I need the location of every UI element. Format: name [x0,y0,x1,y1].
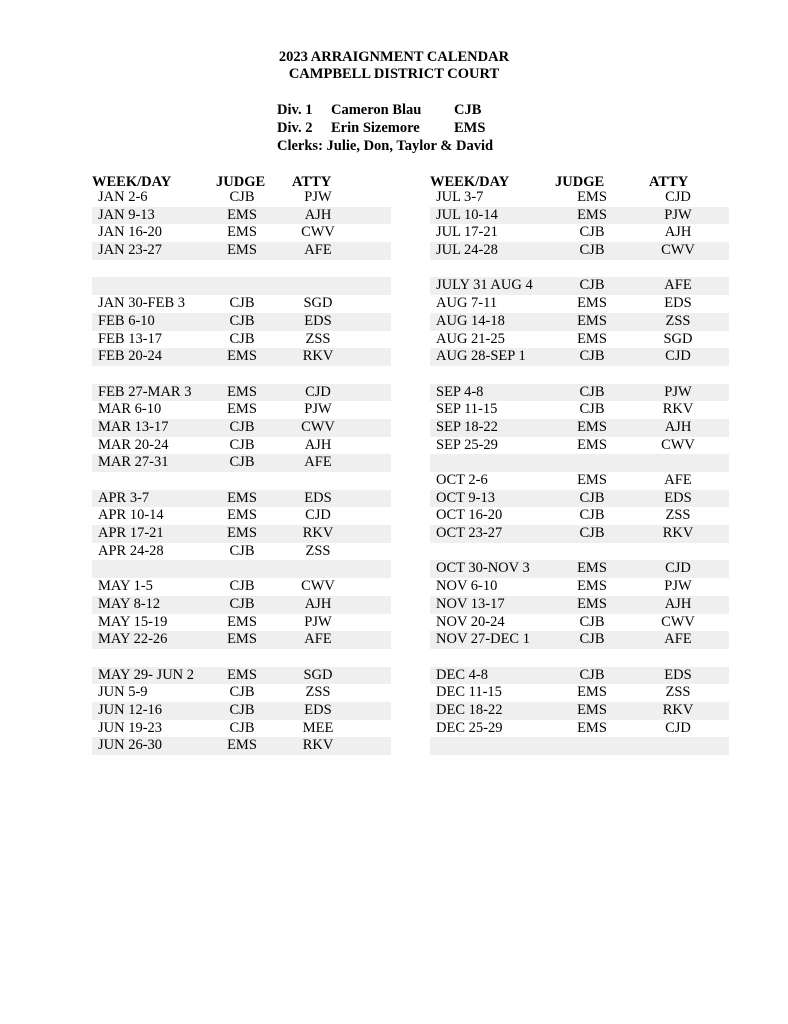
atty-cell: RKV [662,401,694,418]
judge-cell: EMS [577,418,607,435]
atty-cell: AFE [664,631,692,648]
judge-cell: EMS [227,507,257,524]
table-row [430,737,729,755]
table-row [430,348,729,366]
atty-cell: SGD [663,330,693,347]
week-cell: JUN 12-16 [98,701,163,718]
table-row [92,702,391,720]
judge-cell: EMS [577,701,607,718]
judge-cell: CJB [229,719,255,736]
week-cell: SEP 18-22 [436,418,498,435]
week-cell: FEB 6-10 [98,312,155,329]
table-row [92,419,391,437]
atty-cell: PJW [664,206,692,223]
judge-cell: EMS [227,489,257,506]
week-cell: JUL 17-21 [436,224,498,241]
table-row [92,649,391,667]
atty-cell: EDS [304,312,332,329]
table-row [430,242,729,260]
table-row [92,348,391,366]
judge-cell: CJB [229,542,255,559]
division-row [277,101,493,119]
judge-cell: EMS [227,348,257,365]
judge-cell: CJB [579,631,605,648]
table-row [430,631,729,649]
week-cell: MAY 1-5 [98,578,153,595]
atty-cell: AFE [304,631,332,648]
table-row [92,667,391,685]
week-cell: JUL 10-14 [436,206,498,223]
judge-cell: CJB [229,436,255,453]
judge-cell: CJB [579,401,605,418]
atty-cell: AJH [664,595,692,612]
atty-cell: CJD [665,719,691,736]
table-row [430,224,729,242]
week-cell: SEP 25-29 [436,436,498,453]
atty-cell: RKV [662,701,694,718]
table-row [92,277,391,295]
week-cell: SEP 4-8 [436,383,484,400]
week-cell: MAY 22-26 [98,631,168,648]
judge-cell: CJB [229,295,255,312]
week-cell: MAR 27-31 [98,454,169,471]
week-column-header: WEEK/DAY [92,174,172,190]
atty-column-header: ATTY [649,174,689,190]
week-cell: APR 10-14 [98,507,164,524]
judge-cell: EMS [227,206,257,223]
atty-cell: PJW [304,189,332,205]
table-row [92,437,391,455]
table-row [92,454,391,472]
table-row [92,366,391,384]
week-cell: AUG 28-SEP 1 [436,348,526,365]
judge-cell: EMS [227,666,257,683]
atty-cell: RKV [302,737,334,754]
division-judge-code: EMS [454,120,486,136]
atty-cell: RKV [302,348,334,365]
judge-cell: CJB [229,312,255,329]
atty-cell: EDS [664,666,692,683]
week-cell: JAN 9-13 [98,206,155,223]
division-number: Div. 2 [277,120,313,136]
week-cell: JUN 5-9 [98,684,148,701]
judge-cell: EMS [577,330,607,347]
atty-cell: RKV [302,525,334,542]
table-row [92,631,391,649]
judge-cell: CJB [229,418,255,435]
judge-cell: CJB [229,454,255,471]
judge-cell: EMS [227,613,257,630]
clerks-text: Clerks: Julie, Don, Taylor & David [277,138,494,154]
week-cell: DEC 4-8 [436,666,488,683]
week-cell: MAR 13-17 [98,418,169,435]
judge-cell: EMS [227,401,257,418]
table-row [92,525,391,543]
table-row [430,207,729,225]
atty-cell: EDS [664,489,692,506]
document-header [0,49,788,83]
week-cell: FEB 27-MAR 3 [98,383,192,400]
table-row [430,295,729,313]
week-cell: SEP 11-15 [436,401,498,418]
week-cell: JAN 23-27 [98,242,163,259]
atty-cell: PJW [664,383,692,400]
atty-cell: SGD [303,666,333,683]
table-row [92,596,391,614]
judge-cell: EMS [577,189,607,205]
judge-cell: CJB [579,242,605,259]
week-cell: FEB 13-17 [98,330,163,347]
week-cell: AUG 14-18 [436,312,505,329]
atty-cell: PJW [304,401,332,418]
table-row [430,331,729,349]
atty-cell: CJD [665,189,691,205]
atty-cell: CJD [665,560,691,577]
table-row [92,560,391,578]
week-cell: JAN 16-20 [98,224,163,241]
table-row [92,507,391,525]
judge-cell: CJB [229,684,255,701]
atty-cell: AFE [304,454,332,471]
table-row [430,384,729,402]
atty-column-header: ATTY [292,174,332,190]
table-row [430,419,729,437]
table-row [92,614,391,632]
table-row [430,277,729,295]
week-cell: JAN 2-6 [98,189,148,205]
atty-cell: AFE [664,277,692,294]
judge-cell: EMS [227,224,257,241]
week-cell: JAN 30-FEB 3 [98,295,186,312]
atty-cell: EDS [664,295,692,312]
table-row [430,702,729,720]
judge-cell: EMS [227,525,257,542]
atty-cell: CWV [661,613,695,630]
week-cell: JUL 3-7 [436,189,484,205]
atty-cell: AJH [304,595,332,612]
judge-cell: CJB [229,595,255,612]
table-row [92,295,391,313]
judge-cell: EMS [227,631,257,648]
judge-cell: EMS [577,684,607,701]
table-row [430,560,729,578]
week-cell: OCT 16-20 [436,507,503,524]
judge-cell: EMS [577,206,607,223]
table-row [430,507,729,525]
week-cell: NOV 13-17 [436,595,505,612]
atty-cell: ZSS [305,684,331,701]
atty-cell: CWV [301,578,335,595]
table-row [430,313,729,331]
table-row [430,260,729,278]
week-cell: NOV 27-DEC 1 [436,631,530,648]
judge-cell: CJB [579,525,605,542]
week-cell: MAR 20-24 [98,436,169,453]
division-judge-name: Cameron Blau [331,102,422,118]
atty-cell: EDS [304,489,332,506]
table-row [92,207,391,225]
table-row [92,684,391,702]
document-title: 2023 ARRAIGNMENT CALENDAR [278,49,510,65]
week-cell: APR 17-21 [98,525,164,542]
judge-cell: EMS [577,295,607,312]
table-row [92,313,391,331]
table-row [430,189,729,207]
week-cell: APR 3-7 [98,489,150,506]
table-row [430,596,729,614]
table-row [430,454,729,472]
judge-cell: CJB [579,666,605,683]
atty-cell: AFE [664,472,692,488]
week-cell: DEC 11-15 [436,684,502,701]
judge-cell: EMS [577,595,607,612]
division-list [277,101,493,155]
table-row [92,401,391,419]
week-cell: OCT 2-6 [436,472,488,488]
table-row [92,331,391,349]
judge-cell: EMS [577,578,607,595]
table-row [430,437,729,455]
document-subtitle: CAMPBELL DISTRICT COURT [288,66,500,82]
judge-cell: CJB [229,701,255,718]
week-cell: OCT 30-NOV 3 [436,560,530,577]
atty-cell: ZSS [305,542,331,559]
week-cell: OCT 23-27 [436,525,503,542]
week-cell: DEC 25-29 [436,719,503,736]
division-row [277,119,493,137]
atty-cell: MEE [302,719,334,736]
atty-cell: SGD [303,295,333,312]
judge-cell: CJB [229,578,255,595]
table-row [430,649,729,667]
atty-cell: AJH [664,418,692,435]
table-row [430,578,729,596]
table-row [430,684,729,702]
table-row [92,720,391,738]
judge-column-header: JUDGE [555,174,605,190]
table-row [92,490,391,508]
atty-cell: AJH [664,224,692,241]
week-cell: JULY 31 AUG 4 [436,277,533,294]
judge-column-header: JUDGE [216,174,266,190]
table-row [92,242,391,260]
judge-cell: CJB [579,277,605,294]
atty-cell: EDS [304,701,332,718]
atty-cell: PJW [664,578,692,595]
judge-cell: CJB [579,489,605,506]
table-row [430,667,729,685]
division-number: Div. 1 [277,102,313,118]
judge-cell: CJB [229,330,255,347]
judge-cell: EMS [227,242,257,259]
judge-cell: CJB [579,224,605,241]
table-row [92,543,391,561]
division-judge-name: Erin Sizemore [331,120,420,136]
judge-cell: CJB [579,613,605,630]
week-cell: MAY 8-12 [98,595,161,612]
week-cell: JUN 26-30 [98,737,163,754]
week-cell: JUN 19-23 [98,719,163,736]
week-cell: MAR 6-10 [98,401,162,418]
judge-cell: CJB [579,348,605,365]
judge-cell: CJB [229,189,255,205]
judge-cell: CJB [579,507,605,524]
schedule-table-left [92,189,391,755]
table-row [92,260,391,278]
week-cell: NOV 20-24 [436,613,505,630]
atty-cell: ZSS [665,684,691,701]
table-row [430,720,729,738]
judge-cell: EMS [577,560,607,577]
atty-cell: RKV [662,525,694,542]
schedule-table-right [430,189,729,755]
judge-cell: EMS [227,383,257,400]
table-row [430,543,729,561]
week-cell: OCT 9-13 [436,489,495,506]
judge-cell: EMS [577,719,607,736]
atty-cell: CJD [665,348,691,365]
table-row [92,224,391,242]
week-cell: NOV 6-10 [436,578,498,595]
atty-cell: CWV [661,242,695,259]
atty-cell: ZSS [305,330,331,347]
table-row [92,189,391,207]
atty-cell: CJD [305,383,331,400]
week-cell: AUG 21-25 [436,330,505,347]
table-row [92,472,391,490]
table-row [430,401,729,419]
table-row [430,614,729,632]
table-row [430,525,729,543]
week-cell: MAY 15-19 [98,613,168,630]
atty-cell: AJH [304,206,332,223]
table-row [430,366,729,384]
week-cell: MAY 29- JUN 2 [98,666,195,683]
judge-cell: EMS [577,312,607,329]
division-judge-code: CJB [454,102,482,118]
week-column-header: WEEK/DAY [430,174,510,190]
atty-cell: AFE [304,242,332,259]
atty-cell: AJH [304,436,332,453]
judge-cell: EMS [227,737,257,754]
week-cell: APR 24-28 [98,542,164,559]
table-row [430,490,729,508]
atty-cell: PJW [304,613,332,630]
judge-cell: EMS [577,436,607,453]
table-row [92,578,391,596]
atty-cell: ZSS [665,312,691,329]
table-row [92,384,391,402]
week-cell: JUL 24-28 [436,242,498,259]
atty-cell: CWV [661,436,695,453]
week-cell: AUG 7-11 [436,295,498,312]
atty-cell: ZSS [665,507,691,524]
judge-cell: EMS [577,472,607,488]
clerks-line [277,137,493,155]
atty-cell: CJD [305,507,331,524]
table-row [430,472,729,490]
atty-cell: CWV [301,418,335,435]
judge-cell: CJB [579,383,605,400]
table-row [92,737,391,755]
atty-cell: CWV [301,224,335,241]
week-cell: DEC 18-22 [436,701,503,718]
week-cell: FEB 20-24 [98,348,163,365]
